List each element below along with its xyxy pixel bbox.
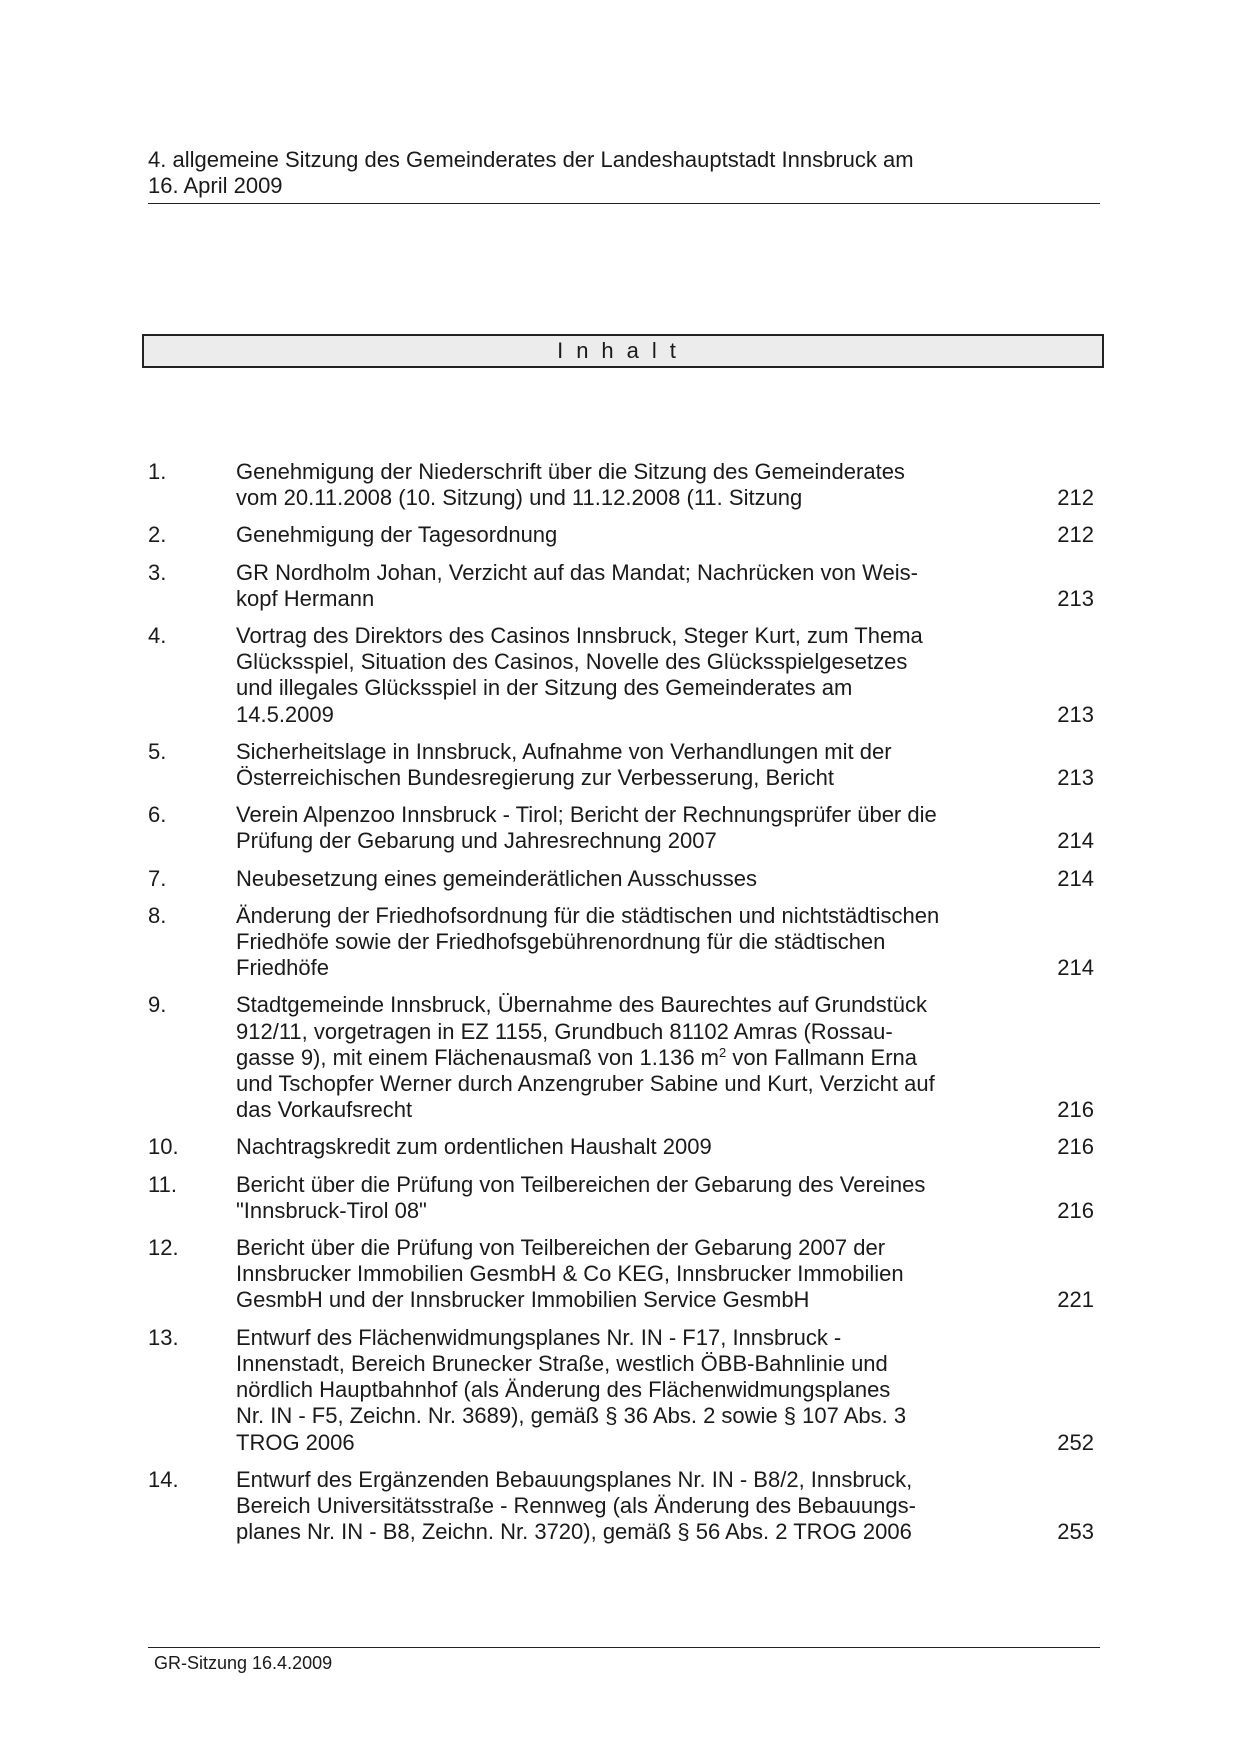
toc-entry-title [236,903,998,982]
toc-entry [148,1467,1098,1546]
toc-entry-title-line [236,828,998,854]
toc-entry [148,739,1098,791]
toc-entry-title-line [236,459,998,485]
toc-entry-title-text: Verein Alpenzoo Innsbruck - Tirol; Bericht der Rechnungsprüfer über die [236,802,937,828]
page-footer: GR-Sitzung 16.4.2009 [154,1653,333,1673]
toc-entry [148,866,1098,892]
toc-entry-title [236,866,998,892]
toc-entry [148,1325,1098,1456]
toc-entry-title-text: GesmbH und der Innsbrucker Immobilien Service GesmbH [236,1287,810,1313]
toc-entry-number: 13. [148,1324,179,1350]
toc-entry-title-line [236,765,998,791]
toc-entry-number: 9. [148,992,167,1018]
toc-entry-title-text: Entwurf des Flächenwidmungsplanes Nr. IN - F17, Innsbruck - [236,1324,842,1350]
toc-entry-title-line [236,903,998,929]
toc-entry-title-text: Änderung der Friedhofsordnung für die städtischen und nichtstädtischen [236,902,940,928]
toc-entry-title [236,739,998,791]
toc-entry-title-text: Entwurf des Ergänzenden Bebauungsplanes Nr. IN - B8/2, Innsbruck, [236,1466,913,1492]
toc-entry-title-line [236,485,998,511]
toc-entry-title-text: Friedhöfe sowie der Friedhofsgebührenordnung für die städtischen [236,929,886,955]
toc-entry-number: 5. [148,738,167,764]
toc-entry-title-text: Bereich Universitätsstraße - Rennweg (als Änderung des Bebauungs- [236,1492,916,1518]
toc-entry-title-line [236,1403,998,1429]
toc-entry-title-text: Prüfung der Gebarung und Jahresrechnung 2007 [236,828,717,854]
header-line-1: 4. allgemeine Sitzung des Gemeinderates der Landeshauptstadt Innsbruck am [148,147,914,172]
toc-entry-title-line [236,1430,998,1456]
toc-entry-title-line [236,675,998,701]
toc-entry-title-text: Nachtragskredit zum ordentlichen Haushalt 2009 [236,1134,712,1160]
toc-entry-title-text: Nr. IN - F5, Zeichn. Nr. 3689), gemäß § 36 Abs. 2 sowie § 107 Abs. 3 [236,1403,907,1429]
toc-entry [148,802,1098,854]
toc-entry-title-text: 912/11, vorgetragen in EZ 1155, Grundbuch 81102 Amras (Rossau- [236,1018,893,1044]
document-header [148,147,1098,199]
toc-entry-title-text: planes Nr. IN - B8, Zeichn. Nr. 3720), gemäß § 56 Abs. 2 TROG 2006 [236,1519,912,1545]
toc-entry-number: 4. [148,623,167,649]
toc-entry-page: 214 [1057,955,1094,981]
toc-entry-number: 14. [148,1466,179,1492]
toc-entry-title-text: und illegales Glücksspiel in der Sitzung des Gemeinderates am [236,675,853,701]
toc-entry-title [236,1172,998,1224]
toc-entry-title-text: 14.5.2009 [236,701,334,727]
toc-entry-number: 12. [148,1235,179,1261]
toc-entry-title-line [236,1198,998,1224]
toc-entry-title-line [236,1519,998,1545]
toc-entry-title [236,1134,998,1160]
toc-entry-title-line [236,586,998,612]
toc-entry-title-line [236,929,998,955]
header-line-2: 16. April 2009 [148,173,283,198]
toc-entry-title-text: Friedhöfe [236,955,329,981]
toc-entry-number: 3. [148,559,167,585]
toc-entry-title [236,802,998,854]
toc-entry-title-line [236,1467,998,1493]
toc-entry-title-line [236,1019,998,1045]
toc-entry-page: 216 [1057,1134,1094,1160]
toc-entry-title-line [236,702,998,728]
header-rule [148,203,1100,204]
toc-entry-title [236,992,998,1123]
toc-entry [148,560,1098,612]
toc-entry-title [236,1325,998,1456]
toc-entry-page: 213 [1057,765,1094,791]
toc-entry-title [236,1467,998,1546]
toc-entry-title-line [236,992,998,1018]
toc-entry-title-text: Glücksspiel, Situation des Casinos, Novelle des Glücksspielgesetzes [236,649,908,675]
toc-entry-title-text: "Innsbruck-Tirol 08" [236,1197,427,1223]
toc-entry-title-text: von Fallmann Erna [726,1044,918,1070]
toc-entry-title-text: Stadtgemeinde Innsbruck, Übernahme des Baurechtes auf Grundstück [236,992,927,1018]
toc-entry-title-text: Neubesetzung eines gemeinderätlichen Ausschusses [236,865,757,891]
toc-entry-title-line [236,1045,998,1071]
toc-entry-title-text: GR Nordholm Johan, Verzicht auf das Mandat; Nachrücken von Weis- [236,559,918,585]
toc-entry-title-line [236,1235,998,1261]
toc-entry-number: 11. [148,1171,177,1197]
toc-entry-title-text: Sicherheitslage in Innsbruck, Aufnahme von Verhandlungen mit der [236,738,892,764]
toc-entry-title [236,623,998,728]
toc-entry [148,1134,1098,1160]
toc-entry-page: 214 [1057,828,1094,854]
toc-entry-page: 214 [1057,865,1094,891]
toc-entry-number: 10. [148,1134,179,1160]
toc-entry-title-text: Genehmigung der Niederschrift über die Sitzung des Gemeinderates [236,459,905,484]
toc-entry-title-line [236,1287,998,1313]
toc-entry-number: 8. [148,902,167,928]
toc-entry-title-line [236,955,998,981]
toc-entry-title-line [236,1097,998,1123]
toc-entry-title-line [236,649,998,675]
toc-entry-title-text: gasse 9), mit einem Flächenausmaß von 1.136 m [236,1044,720,1070]
toc-entry-title-text: Innsbrucker Immobilien GesmbH & Co KEG, Innsbrucker Immobilien [236,1261,904,1287]
toc-entry-title-line [236,802,998,828]
toc-entry-title-text: kopf Hermann [236,585,375,611]
toc-entry [148,522,1098,548]
toc-entry-title [236,522,998,548]
toc-entry-title-text: Innenstadt, Bereich Brunecker Straße, westlich ÖBB-Bahnlinie und [236,1350,888,1376]
toc-entry-number: 2. [148,522,167,548]
toc-entry-title-text: Genehmigung der Tagesordnung [236,522,558,548]
toc-entry-page: 253 [1057,1519,1094,1545]
toc-entry-page: 216 [1057,1097,1094,1123]
toc-entry-title-line [236,1377,998,1403]
toc-entry-number: 7. [148,865,167,891]
toc-entry-number: 6. [148,802,167,828]
toc-entry-title-line [236,1325,998,1351]
toc-entry-title-line [236,1172,998,1198]
toc-entry [148,459,1098,511]
section-title-box [142,334,1104,368]
footer-rule [148,1647,1100,1648]
toc-entry-title-line [236,866,998,892]
toc-entry-page: 213 [1057,585,1094,611]
section-title: Inhalt [557,338,689,363]
toc-entry-title [236,1235,998,1314]
toc-entry-title-line [236,560,998,586]
toc-entry-title-line [236,1071,998,1097]
toc-entry-page: 221 [1057,1287,1094,1313]
toc-entry-title-line [236,1351,998,1377]
toc-entry-title-line [236,739,998,765]
toc-entry-title-text: nördlich Hauptbahnhof (als Änderung des Flächenwidmungsplanes [236,1377,891,1403]
toc-entry-title-text: vom 20.11.2008 (10. Sitzung) und 11.12.2008 (11. Sitzung [236,485,803,511]
toc-entry-title-text: Bericht über die Prüfung von Teilbereichen der Gebarung des Vereines [236,1171,926,1197]
toc-entry-title-line [236,1261,998,1287]
toc-entry-title-text: Vortrag des Direktors des Casinos Innsbruck, Steger Kurt, zum Thema [236,623,923,649]
toc-entry-title-text: Bericht über die Prüfung von Teilbereichen der Gebarung 2007 der [236,1235,886,1261]
table-of-contents [148,459,1098,1556]
toc-entry [148,992,1098,1123]
toc-entry-title-line [236,1134,998,1160]
toc-entry-title [236,560,998,612]
toc-entry-title-line [236,623,998,649]
toc-entry [148,903,1098,982]
toc-entry [148,1172,1098,1224]
toc-entry-title-line [236,522,998,548]
toc-entry [148,623,1098,728]
toc-entry-page: 213 [1057,701,1094,727]
toc-entry-number: 1. [148,459,167,484]
toc-entry-title-text: und Tschopfer Werner durch Anzengruber Sabine und Kurt, Verzicht auf [236,1071,935,1097]
toc-entry-title-line [236,1493,998,1519]
toc-entry-title-text: Österreichischen Bundesregierung zur Verbesserung, Bericht [236,765,834,791]
toc-entry-page: 216 [1057,1197,1094,1223]
toc-entry-title-text: das Vorkaufsrecht [236,1097,413,1123]
superscript: 2 [719,1044,727,1060]
toc-entry-title-text: TROG 2006 [236,1429,355,1455]
toc-entry-page: 252 [1057,1429,1094,1455]
toc-entry-page: 212 [1057,485,1094,511]
toc-entry-page: 212 [1057,522,1094,548]
toc-entry [148,1235,1098,1314]
toc-entry-title [236,459,998,511]
